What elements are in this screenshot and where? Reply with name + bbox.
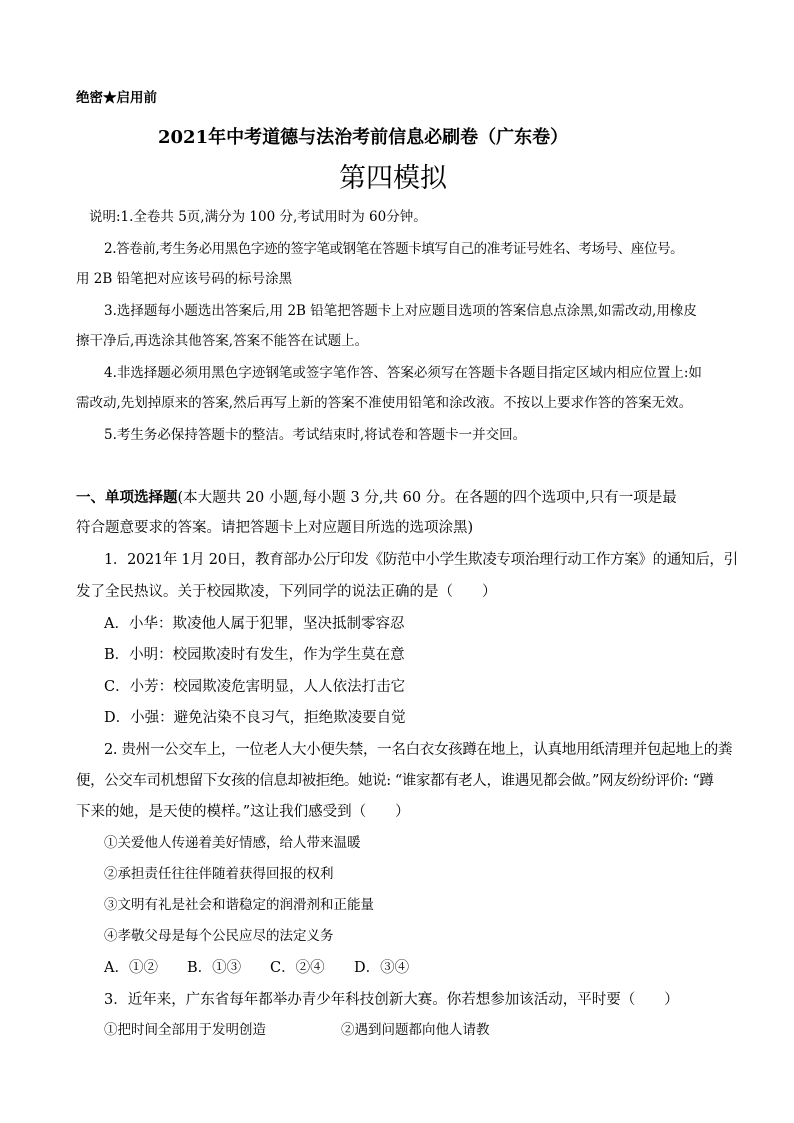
question-2-choice-a: A．①② [104, 960, 158, 976]
question-1-option-b: B．小明：校园欺凌时有发生，作为学生莫在意 [104, 647, 405, 663]
question-2-statement-3: ③文明有礼是社会和谐稳定的润滑剂和正能量 [104, 897, 374, 913]
paper-subtitle: 第四模拟 [339, 163, 447, 194]
instruction-item-4-line-1: 4.非选择题必须用黑色字迹钢笔或签字笔作答、答案必须写在答题卡各题目指定区域内相应位置上:如 [104, 365, 702, 381]
question-1-stem-line-1: 1．2021年 1月 20日，教育部办公厅印发《防范中小学生欺凌专项治理行动工作方案》的通知后，引 [104, 552, 738, 568]
question-2-statement-2: ②承担责任往往伴随着获得回报的权利 [104, 866, 334, 882]
question-2-statement-4: ④孝敬父母是每个公民应尽的法定义务 [104, 928, 334, 944]
question-2-stem-line-3: 下来的她，是天使的模样。”这让我们感受到（ ） [76, 804, 410, 820]
question-2-choice-c: C．②④ [270, 960, 325, 976]
section-1-heading-bold: 一、单项选择题 [76, 489, 178, 506]
question-1-option-d: D．小强：避免沾染不良习气，拒绝欺凌要自觉 [104, 710, 406, 726]
instruction-line-1: 说明:1.全卷共 5页,满分为 100 分,考试用时为 60分钟。 [89, 209, 427, 225]
secret-label: 绝密★启用前 [76, 90, 157, 106]
question-2-statement-1: ①关爱他人传递着美好情感，给人带来温暖 [104, 835, 361, 851]
question-3-statement-2: ②遇到问题都向他人请教 [341, 1022, 490, 1038]
instruction-item-5: 5.考生务必保持答题卡的整洁。考试结束时,将试卷和答题卡一并交回。 [104, 427, 527, 443]
question-2-stem-line-2: 便，公交车司机想留下女孩的信息却被拒绝。她说: “谁家都有老人，谁遇见都会做。”网友纷纷评价: “蹲 [76, 773, 714, 789]
exam-title: 2021年中考道德与法治考前信息必刷卷（广东卷） [158, 127, 569, 148]
section-1-heading-rest: (本大题共 20 小题,每小题 3 分,共 60 分。在各题的四个选项中,只有一项是最 [177, 490, 677, 506]
question-1-option-c: C．小芳：校园欺凌危害明显，人人依法打击它 [104, 679, 406, 695]
question-2-choice-b: B．①③ [187, 960, 242, 976]
question-1-stem-line-2: 发了全民热议。关于校园欺凌，下列同学的说法正确的是（ ） [76, 584, 497, 600]
question-1-option-a: A．小华：欺凌他人属于犯罪，坚决抵制零容忍 [104, 616, 405, 632]
question-3-stem: 3．近年来，广东省每年都举办青少年科技创新大赛。你若想参加该活动，平时要（ ） [104, 992, 679, 1008]
instruction-item-3-line-2: 擦干净后,再选涂其他答案,答案不能答在试题上。 [76, 333, 369, 349]
instruction-item-2-line-2: 用 2B 铅笔把对应该号码的标号涂黑 [76, 271, 293, 287]
question-3-statement-1: ①把时间全部用于发明创造 [104, 1022, 266, 1038]
question-2-stem-line-1: 2. 贵州一公交车上，一位老人大小便失禁，一名白衣女孩蹲在地上，认真地用纸清理并包起地上的粪 [104, 742, 733, 758]
question-2-choice-d: D．③④ [354, 960, 410, 976]
instruction-item-2-line-1: 2.答卷前,考生务必用黑色字迹的签字笔或钢笔在答题卡填写自己的准考证号姓名、考场号、座位号。 [104, 241, 684, 257]
instruction-item-4-line-2: 需改动,先划掉原来的答案,然后再写上新的答案不准使用铅笔和涂改液。不按以上要求作答的答案无效。 [76, 395, 693, 411]
section-1-heading-line-2: 符合题意要求的答案。请把答题卡上对应题目所选的选项涂黑) [76, 520, 474, 536]
instruction-item-3-line-1: 3.选择题每小题选出答案后,用 2B 铅笔把答题卡上对应题目选项的答案信息点涂黑,如需改动,用橡皮 [104, 303, 697, 319]
section-1-heading-line-1 [76, 491, 677, 506]
